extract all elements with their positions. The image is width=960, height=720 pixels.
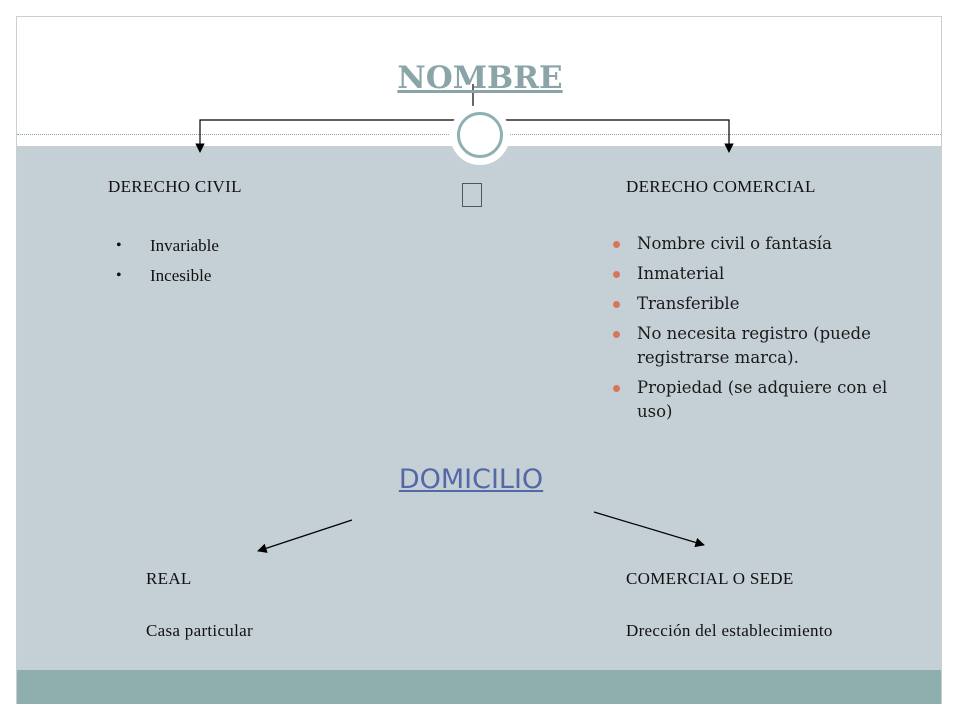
civil-list (116, 231, 219, 291)
comercial-sede-heading: COMERCIAL O SEDE (626, 569, 794, 588)
placeholder-glyph-icon (462, 183, 482, 207)
list-item: Inmaterial (610, 262, 910, 286)
right-branch-arrow (473, 120, 729, 152)
real-heading: REAL (146, 569, 192, 588)
comercial-sede-text: Drección del establecimiento (626, 621, 833, 640)
list-item: • Incesible (116, 261, 219, 291)
list-item: Propiedad (se adquiere con el uso) (610, 376, 910, 424)
list-item: • Invariable (116, 231, 219, 261)
list-item: No necesita registro (puede registrarse marca). (610, 322, 910, 370)
list-item: Transferible (610, 292, 910, 316)
derecho-comercial-heading: DERECHO COMERCIAL (626, 177, 816, 196)
real-arrow (258, 520, 352, 551)
left-branch-arrow (200, 120, 473, 152)
comercial-arrow (594, 512, 704, 545)
real-text: Casa particular (146, 621, 253, 640)
comercial-list (610, 232, 910, 430)
list-item: Nombre civil o fantasía (610, 232, 910, 256)
derecho-civil-heading: DERECHO CIVIL (108, 177, 242, 196)
page-title: NOMBRE (397, 60, 563, 96)
circle-ornament-ring (457, 112, 503, 158)
domicilio-title: DOMICILIO (398, 464, 544, 495)
